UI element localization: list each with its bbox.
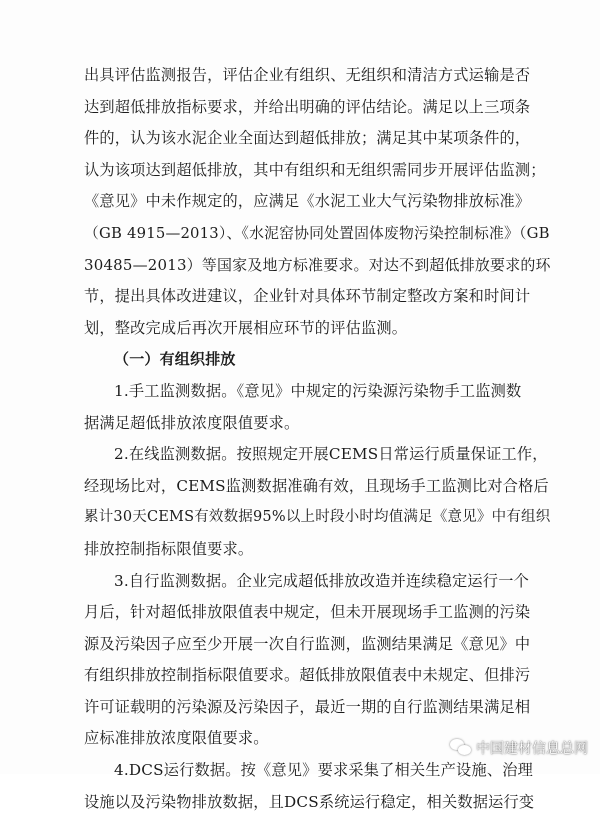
text-line: 累计30天CEMS有效数据95%以上时段小时均值满足《意见》中有组织 xyxy=(84,509,551,526)
text-line: 4.DCS运行数据。按《意见》要求采集了相关生产设施、治理 xyxy=(114,761,533,780)
text-line: 《意见》中未作规定的，应满足《水泥工业大气污染物排放标准》 xyxy=(84,192,531,211)
watermark xyxy=(450,738,588,758)
section-heading: （一）有组织排放 xyxy=(114,350,236,369)
text-line: 有组织排放控制指标限值要求。超低排放限值表中未规定、但排污 xyxy=(84,666,531,685)
text-line: 月后，针对超低排放限值表中规定，但未开展现场手工监测的污染 xyxy=(84,603,531,622)
text-line: 划，整改完成后再次开展相应环节的评估监测。 xyxy=(84,318,408,337)
text-line: 经现场比对，CEMS监测数据准确有效，且现场手工监测比对合格后 xyxy=(84,476,549,495)
text-line: （GB 4915—2013）、《水泥窑协同处置固体废物污染控制标准》（GB xyxy=(84,224,550,242)
text-line: 认为该项达到超低排放，其中有组织和无组织需同步开展评估监测； xyxy=(84,160,546,179)
text-line: 应标准排放浓度限值要求。 xyxy=(84,729,269,748)
wechat-icon xyxy=(450,739,472,757)
text-line: 出具评估监测报告，评估企业有组织、无组织和清洁方式运输是否 xyxy=(84,66,531,84)
text-line: 1.手工监测数据。《意见》中规定的污染源污染物手工监测数 xyxy=(114,381,522,400)
text-line: 3.自行监测数据。企业完成超低排放改造并连续稳定运行一个 xyxy=(114,571,529,590)
text-line: 2.在线监测数据。按照规定开展CEMS日常运行质量保证工作， xyxy=(114,445,548,464)
text-line: 达到超低排放指标要求，并给出明确的评估结论。满足以上三项条 xyxy=(84,97,531,116)
text-line: 排放控制指标限值要求。 xyxy=(84,539,254,558)
text-line: 许可证载明的污染源及污染因子，最近一期的自行监测结果满足相 xyxy=(84,697,531,716)
text-line: 节，提出具体改进建议，企业针对具体环节制定整改方案和时间计 xyxy=(84,287,531,306)
text-line: 30485—2013）等国家及地方标准要求。对达不到超低排放要求的环 xyxy=(84,255,551,274)
text-line: 设施以及污染物排放数据，且DCS系统运行稳定，相关数据运行变 xyxy=(84,792,535,811)
watermark-text: 中国建材信息总网 xyxy=(476,741,588,757)
text-line: 源及污染因子应至少开展一次自行监测，监测结果满足《意见》中 xyxy=(84,634,531,653)
document-body xyxy=(84,60,550,818)
text-line: 据满足超低排放浓度限值要求。 xyxy=(84,413,300,432)
text-line: 件的，认为该水泥企业全面达到超低排放；满足其中某项条件的， xyxy=(84,129,531,148)
